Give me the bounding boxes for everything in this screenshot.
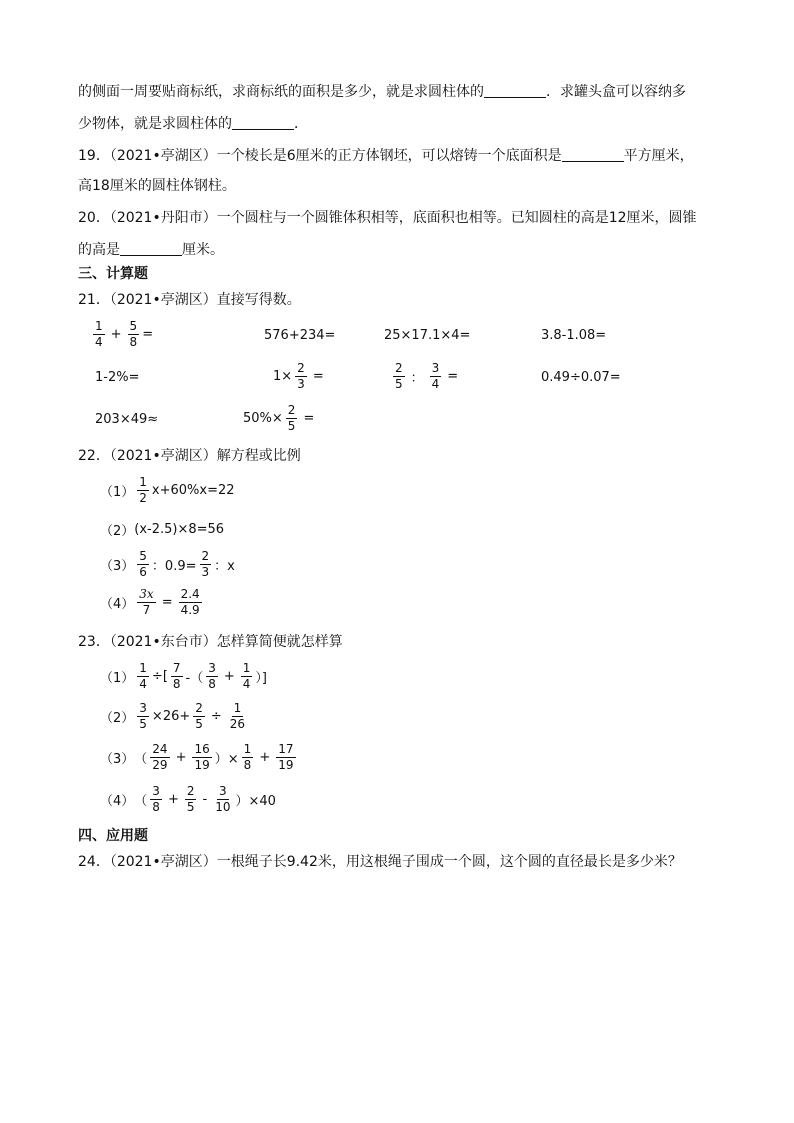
q21-expr-7: $\frac{2}{5}$ ： $\frac{3}{4}$ = (395, 361, 459, 391)
fraction: $\frac{5}{6}$ (139, 549, 147, 579)
q22-part-1: （1） $\frac{1}{2}$ x+60%x=22 (100, 475, 235, 505)
q23-part-4: （4） （ $\frac{3}{8}$ + $\frac{2}{5}$ - $\frac{3}{10}$ ）×40 (100, 784, 276, 814)
fraction: $\frac{1}{4}$ (139, 661, 147, 691)
q18-line1 (78, 82, 686, 102)
q24-text: 24．（2021•亭湖区）一根绳子长9.42米，用这根绳子围成一个圆，这个圆的直径最长是多少米？ (78, 854, 682, 870)
q21-expr-4: 3.8-1.08= (541, 328, 607, 343)
fraction: $\frac{3}{4}$ (431, 361, 440, 391)
q23-part-2: （2） $\frac{3}{5}$ ×26+ $\frac{2}{5}$ ÷ $\frac{1}{26}$ (100, 701, 246, 731)
fraction: $\frac{2}{3}$ (201, 549, 210, 579)
q18-text-c: 少物体，就是求圆柱体的 (78, 116, 232, 132)
answer-blank[interactable] (562, 147, 624, 162)
fraction: $\frac{3}{8}$ (152, 784, 160, 814)
section-heading-calc: 三、计算题 (78, 266, 148, 282)
fraction: $\frac{1}{4}$ (95, 319, 103, 349)
q19-line2 (78, 176, 236, 196)
q21-expr-6: 1× $\frac{2}{3}$ = (273, 361, 324, 391)
q21-expr-1: $\frac{1}{4}$ + $\frac{5}{8}$ = (95, 319, 154, 349)
q18-text-b: ．求罐头盒可以容纳多 (546, 84, 686, 100)
fraction: $\frac{17}{19}$ (278, 742, 294, 772)
answer-blank[interactable] (484, 83, 546, 98)
fraction: $\frac{2}{5}$ (186, 784, 195, 814)
fraction: $\frac{3}{8}$ (208, 661, 216, 691)
q18-text-d: ． (294, 116, 308, 132)
q21-expr-8: 0.49÷0.07= (541, 370, 621, 385)
fraction: $\frac{1}{26}$ (229, 701, 246, 731)
q18-line2 (78, 114, 308, 134)
q21-expr-9: 203×49≈ (95, 412, 159, 427)
fraction: $\frac{1}{4}$ (242, 661, 251, 691)
q21-title: 21．（2021•亭湖区）直接写得数。 (78, 292, 301, 308)
fraction: $\frac{1}{2}$ (139, 475, 147, 505)
q21-expr-3: 25×17.1×4= (384, 328, 471, 343)
q23-part-3: （3） （ $\frac{24}{29}$ + $\frac{16}{19}$ ）× $\frac{1}{8}$ + $\frac{17}{19}$ (100, 742, 294, 772)
answer-blank[interactable] (232, 115, 294, 130)
q19-text-b: 平方厘米， (623, 148, 694, 164)
fraction: $\frac{2}{5}$ (287, 403, 296, 433)
q18-text-a: 的侧面一周要贴商标纸，求商标纸的面积是多少，就是求圆柱体的 (78, 84, 484, 100)
fraction: $\frac{2.4}{4.9}$ (180, 587, 200, 617)
fraction: $\frac{3}{5}$ (139, 701, 147, 731)
q22-part-3: （3） $\frac{5}{6}$ ：0.9= $\frac{2}{3}$ ：x (100, 549, 235, 579)
q21-expr-5: 1-2%= (95, 370, 140, 385)
fraction: $\frac{24}{29}$ (152, 742, 168, 772)
q19-text-c: 高18厘米的圆柱体钢柱。 (78, 178, 236, 194)
fraction: $\frac{16}{19}$ (194, 742, 210, 772)
q20-text-b: 的高是 (78, 242, 120, 258)
q23-title: 23．（2021•东台市）怎样算简便就怎样算 (78, 634, 343, 650)
q21-expr-10: 50%× $\frac{2}{5}$ = (243, 403, 315, 433)
fraction: $\frac{3x}{7}$ (139, 587, 154, 617)
q21-expr-2: 576+234= (264, 328, 336, 343)
fraction: $\frac{5}{8}$ (129, 319, 138, 349)
q22-part-2: （2） (x-2.5)×8=56 (100, 522, 225, 539)
q20-line1 (78, 208, 697, 228)
answer-blank[interactable] (120, 241, 182, 256)
fraction: $\frac{2}{5}$ (395, 361, 403, 391)
fraction: $\frac{2}{3}$ (297, 361, 305, 391)
section-heading-application: 四、应用题 (78, 828, 148, 844)
q19-line1 (78, 146, 694, 166)
q20-text-a: 20．（2021•丹阳市）一个圆柱与一个圆锥体积相等，底面积也相等。已知圆柱的高是12厘米，圆锥 (78, 210, 697, 226)
q22-part-4: （4） $\frac{3x}{7}$ = $\frac{2.4}{4.9}$ (100, 587, 200, 617)
fraction: $\frac{3}{10}$ (215, 784, 231, 814)
fraction: $\frac{1}{8}$ (243, 742, 252, 772)
q19-text-a: 19．（2021•亭湖区）一个棱长是6厘米的正方体钢坯，可以熔铸一个底面积是 (78, 148, 562, 164)
q20-text-c: 厘米。 (182, 242, 224, 258)
fraction: $\frac{7}{8}$ (172, 661, 181, 691)
fraction: $\frac{2}{5}$ (195, 701, 203, 731)
q23-part-1: （1） $\frac{1}{4}$ ÷[ $\frac{7}{8}$ -（ $\frac{3}{8}$ + $\frac{1}{4}$ ）] (100, 661, 267, 691)
q22-title: 22．（2021•亭湖区）解方程或比例 (78, 448, 301, 464)
q20-line2 (78, 240, 224, 260)
